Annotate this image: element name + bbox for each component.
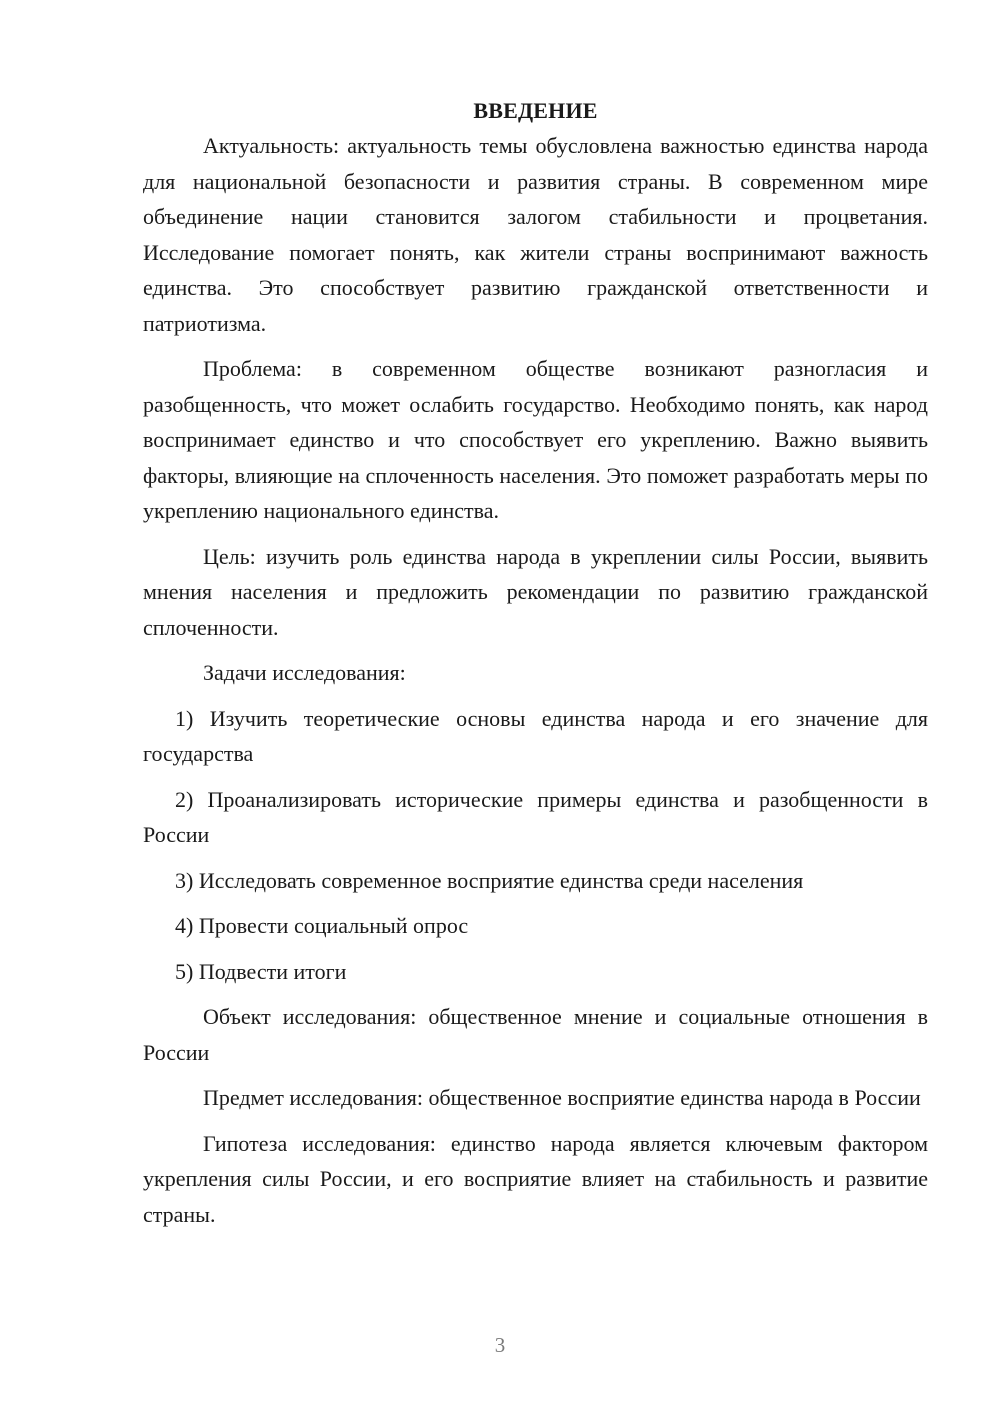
page-title: ВВЕДЕНИЕ [473,98,598,123]
tasks-heading: Задачи исследования: [203,660,406,685]
paragraph-subject: Предмет исследования: общественное восприятие единства народа в России [203,1085,921,1110]
task-item-4: 4) Провести социальный опрос [175,913,469,938]
paragraph-relevance: Актуальность: актуальность темы обусловлена важностью единства народа для национальной безопасности и развития страны. В современном мире объединение нации становится залогом стабильности и процветания. Исследование помогает понять, как жители страны воспринимают важность единства. Это способствует развитию гражданской ответственности и патриотизма. [143,133,928,336]
task-item-1: 1) Изучить теоретические основы единства народа и его значение для государства [143,705,928,766]
paragraph-problem: Проблема: в современном обществе возникают разногласия и разобщенность, что может ослабить государство. Необходимо понять, как народ воспринимает единство и что способствует его укреплению. Важно выявить факторы, влияющие на сплоченность населения. Это поможет разработать меры по укреплению национального единства. [143,356,928,523]
task-item-3: 3) Исследовать современное восприятие единства среди населения [175,867,804,893]
paragraph-goal: Цель: изучить роль единства народа в укреплении силы России, выявить мнения населения и предложить рекомендации по развитию гражданской сплоченности. [143,543,928,640]
task-item-2: 2) Проанализировать исторические примеры единства и разобщенности в России [143,786,928,847]
document-page [143,96,928,1232]
task-item-5: 5) Подвести итоги [175,958,347,984]
page-number: 3 [494,1333,506,1357]
paragraph-object: Объект исследования: общественное мнение и социальные отношения в России [143,1004,928,1065]
paragraph-hypothesis: Гипотеза исследования: единство народа является ключевым фактором укрепления силы России, и его восприятие влияет на стабильность и развитие страны. [143,1130,928,1227]
